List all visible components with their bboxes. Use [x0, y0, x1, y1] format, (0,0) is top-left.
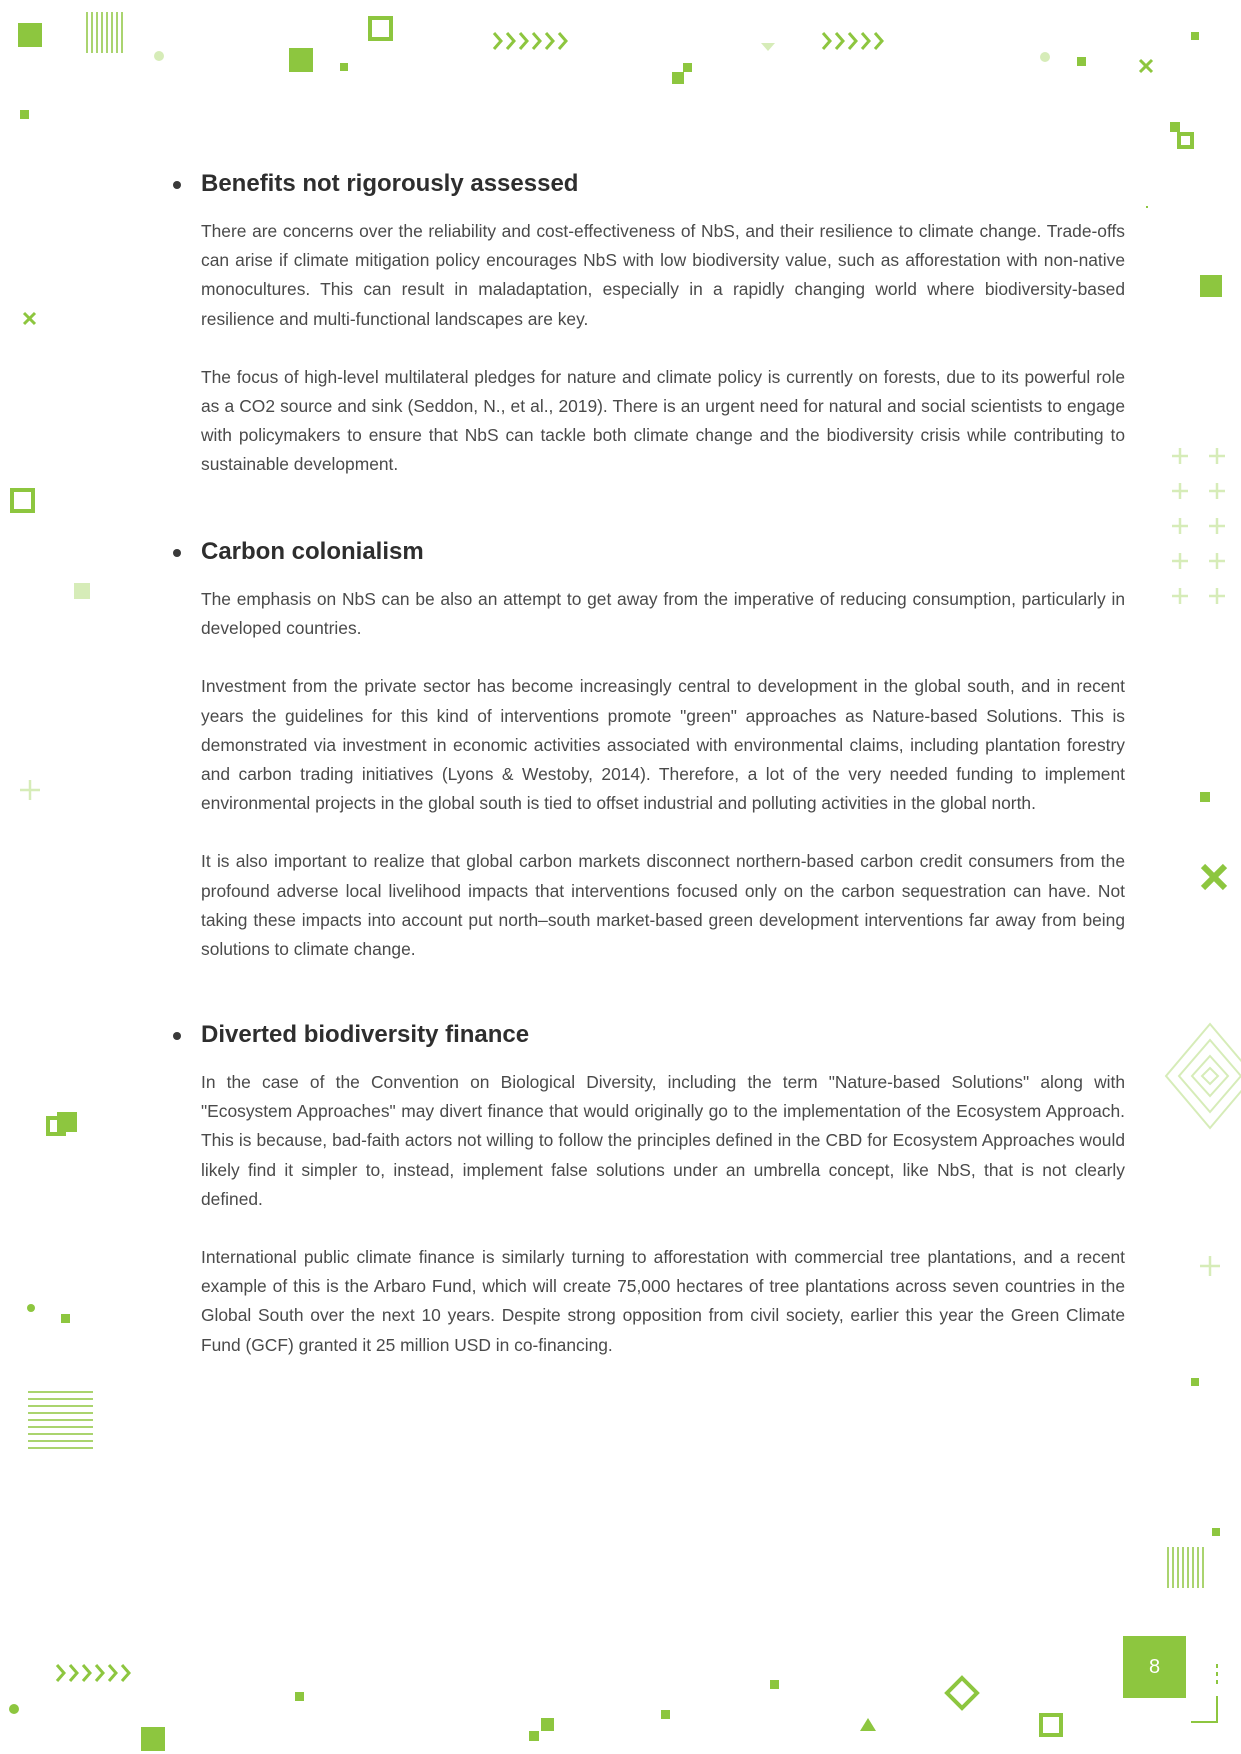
chevrons-deco	[57, 1665, 129, 1681]
dot-deco	[1040, 52, 1050, 62]
bullet-icon	[173, 181, 181, 189]
nested-diamonds-deco	[1166, 1024, 1241, 1128]
square-deco	[683, 63, 692, 72]
square-deco	[289, 48, 313, 72]
section-heading	[165, 1020, 1125, 1050]
square-outline-deco	[1179, 134, 1192, 147]
triangle-deco	[860, 1718, 876, 1731]
page-number: 8	[1123, 1636, 1186, 1698]
paragraph: Investment from the private sector has become increasingly central to development in the global south, and in recent years the guidelines for this kind of interventions promote "green" approaches as Nature-based Solutions. This is demonstrated via investment in economic activities associated with environmental claims, including plantation forestry and carbon trading initiatives (Lyons & Westoby, 2014). Therefore, a lot of the very needed funding to implement environmental projects in the global south is tied to offset industrial and polluting activities in the global north.	[201, 676, 1125, 814]
bullet-icon	[173, 1032, 181, 1040]
chevrons-deco	[823, 33, 882, 49]
paragraph: There are concerns over the reliability and cost-effectiveness of NbS, and their resilience to climate change. Trade-offs can arise if climate mitigation policy encourages NbS with low biodiversity value, such as afforestation with non-native monocultures. This can result in maladaptation, especially in a rapidly changing world where biodiversity-based resilience and multi-functional landscapes are key.	[201, 221, 1125, 329]
diamond-outline-deco	[947, 1678, 977, 1708]
square-deco	[672, 72, 684, 84]
dot-deco	[9, 1704, 19, 1714]
page-corner-deco	[1191, 1664, 1217, 1722]
heading-text: Diverted biodiversity finance	[201, 1021, 530, 1048]
paragraph: The emphasis on NbS can be also an attempt to get away from the imperative of reducing consumption, particularly in developed countries.	[201, 589, 1125, 639]
square-deco	[529, 1731, 539, 1741]
x-mark-deco	[24, 313, 35, 324]
square-outline-deco	[1041, 1715, 1061, 1735]
square-deco	[1191, 32, 1199, 40]
heading-text: Carbon colonialism	[201, 538, 424, 565]
square-deco	[20, 110, 29, 119]
square-deco	[541, 1718, 554, 1731]
paragraph: International public climate finance is similarly turning to afforestation with commercial tree plantations, and a recent example of this is the Arbaro Fund, which will create 75,000 hectares of tree plantations across seven countries in the Global South over the next 10 years. Despite strong opposition from civil society, earlier this year the Green Climate Fund (GCF) granted it 25 million USD in co-financing.	[201, 1247, 1125, 1355]
dot-deco	[154, 51, 164, 61]
paragraph: In the case of the Convention on Biological Diversity, including the term "Nature-based Solutions" along with "Ecosystem Approaches" may divert finance that would originally go to the implementation of the Ecosystem Approach. This is because, bad-faith actors not willing to follow the principles defined in the CBD for Ecosystem Approaches would likely find it simpler to, instead, implement false solutions under an umbrella concept, like NbS, that is not clearly defined.	[201, 1072, 1125, 1209]
square-deco	[1212, 1528, 1220, 1536]
square-deco	[74, 583, 90, 599]
section-carbon-colonialism	[165, 537, 1125, 964]
section-benefits	[165, 169, 1125, 480]
square-deco	[1191, 1378, 1199, 1386]
square-deco	[61, 1314, 70, 1323]
square-deco	[770, 1680, 779, 1689]
square-deco	[18, 23, 42, 47]
paragraph: It is also important to realize that global carbon markets disconnect northern-based carbon credit consumers from the profound adverse local livelihood impacts that interventions focused only on the carbon sequestration can have. Not taking these impacts into account put north–south market-based green development interventions far away from being solutions to climate change.	[201, 851, 1125, 960]
square-deco	[1170, 122, 1180, 132]
plus-deco	[20, 780, 40, 800]
square-deco	[1146, 206, 1148, 208]
paragraph: The focus of high-level multilateral pledges for nature and climate policy is currently on forests, due to its powerful role as a CO2 source and sink (Seddon, N., et al., 2019). There is an urgent need for natural and social scientists to engage with policymakers to ensure that NbS can tackle both climate change and the biodiversity crisis while contributing to sustainable development.	[201, 366, 1125, 475]
x-mark-deco	[1140, 60, 1152, 72]
square-deco	[1200, 275, 1222, 297]
section-diverted-finance	[165, 1020, 1125, 1360]
heading-text: Benefits not rigorously assessed	[201, 170, 579, 197]
x-mark-deco	[1203, 866, 1225, 888]
plus-grid-deco	[1172, 448, 1225, 604]
square-deco	[295, 1692, 304, 1701]
section-heading	[165, 537, 1125, 567]
section-heading	[165, 169, 1125, 199]
square-deco	[57, 1112, 77, 1132]
bullet-icon	[173, 549, 181, 557]
triangle-deco	[761, 43, 775, 51]
square-deco	[340, 63, 348, 71]
chevrons-deco	[494, 33, 566, 49]
square-deco	[1200, 792, 1210, 802]
square-deco	[661, 1710, 670, 1719]
plus-deco	[1200, 1256, 1220, 1276]
square-deco	[141, 1727, 165, 1751]
square-outline-deco	[12, 490, 33, 511]
square-outline-deco	[370, 18, 391, 39]
square-deco	[1077, 57, 1086, 66]
dot-deco	[27, 1304, 35, 1312]
